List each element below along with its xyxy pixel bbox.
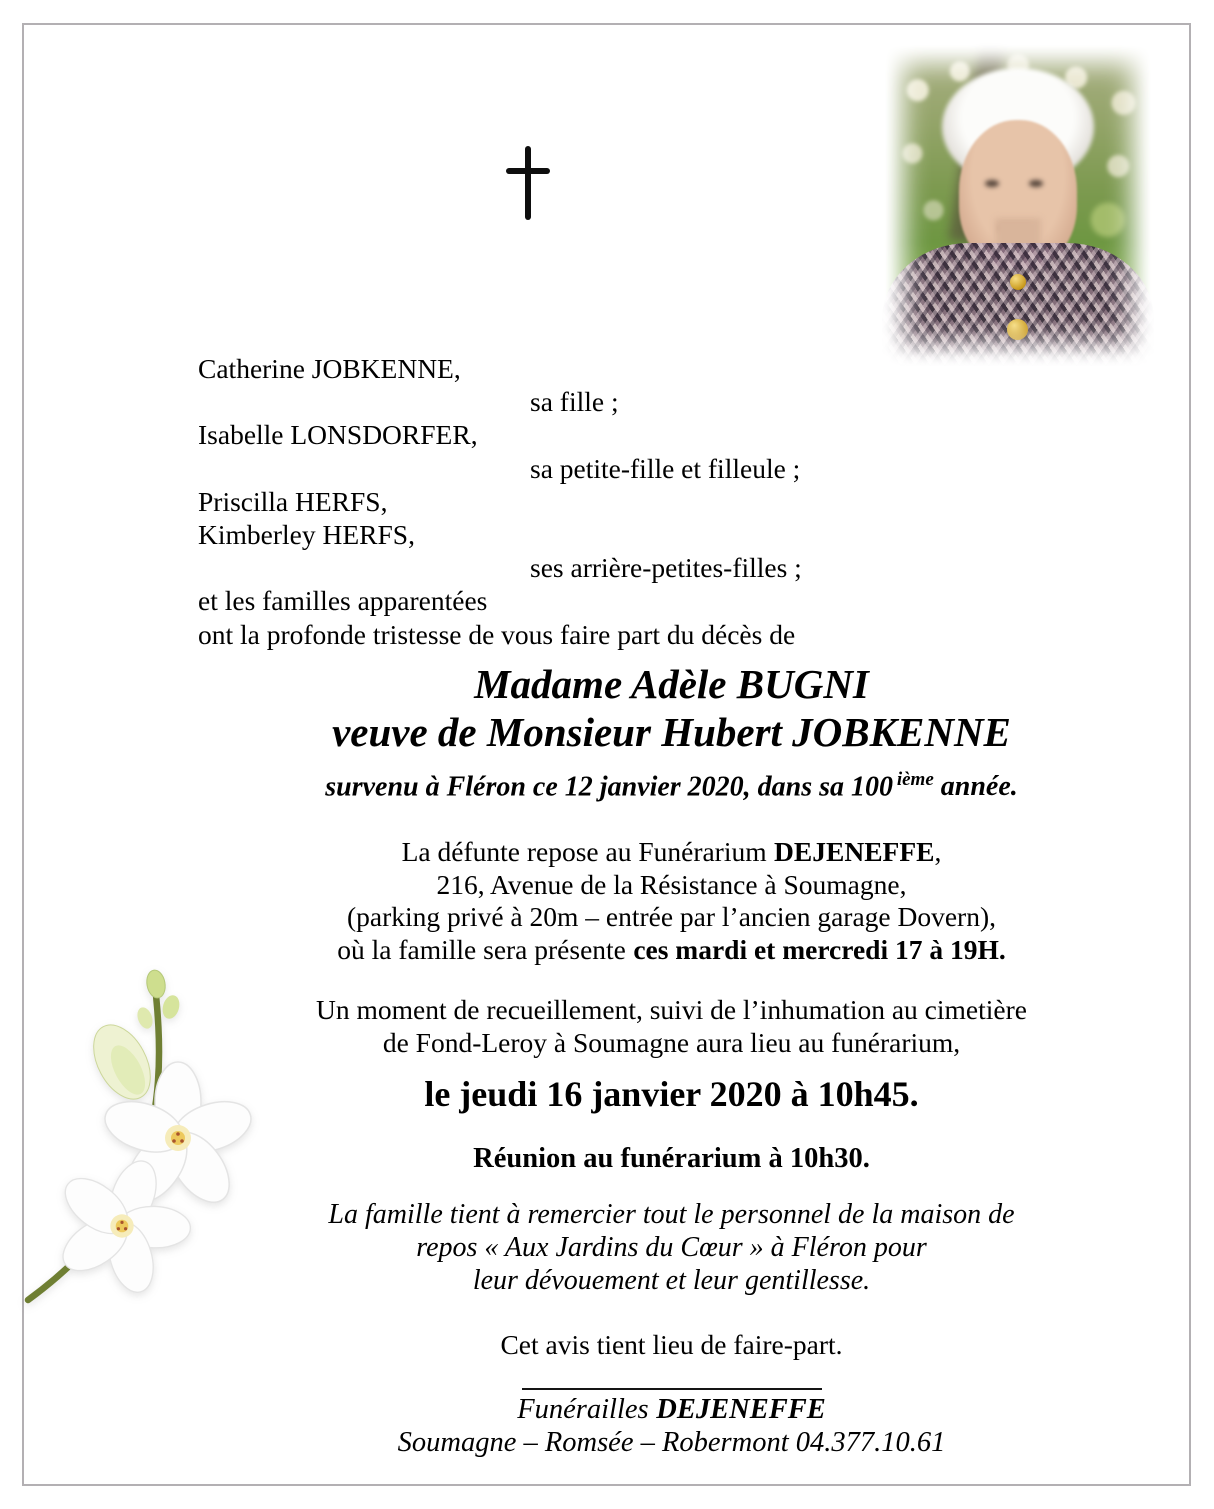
deceased-widow-line: veuve de Monsieur Hubert JOBKENNE bbox=[332, 709, 1011, 755]
notice-line: Cet avis tient lieu de faire-part. bbox=[500, 1329, 843, 1360]
announcement-intro-line: ont la profonde tristesse de vous faire part du décès de bbox=[198, 618, 796, 650]
latin-cross-icon bbox=[506, 146, 550, 220]
family-line: Isabelle LONSDORFER, bbox=[198, 419, 478, 451]
deceased-title-block bbox=[198, 660, 1145, 803]
thanks-line-3: leur dévouement et leur gentillesse. bbox=[472, 1264, 871, 1296]
portrait-photo bbox=[882, 42, 1154, 366]
family-line: Catherine JOBKENNE, bbox=[198, 353, 461, 384]
funeral-home-name: DEJENEFFE bbox=[656, 1394, 826, 1425]
meeting-line: Réunion au funérarium à 10h30. bbox=[473, 1143, 870, 1174]
family-relation-line: ses arrière-petites-filles ; bbox=[530, 552, 802, 584]
footer-divider bbox=[522, 1388, 822, 1390]
footer-block bbox=[198, 1388, 1145, 1459]
repose-parking-line: (parking privé à 20m – entrée par l’ancien garage Dovern), bbox=[346, 901, 996, 933]
footer-locations-line: Soumagne – Romsée – Robermont 04.377.10.61 bbox=[397, 1427, 946, 1458]
deceased-name: Madame Adèle BUGNI bbox=[474, 661, 869, 707]
family-relation-line: sa petite-fille et filleule ; bbox=[530, 452, 801, 484]
funeral-home-name: DEJENEFFE bbox=[774, 836, 935, 867]
family-line: et les familles apparentées bbox=[198, 585, 488, 617]
thanks-line-2: repos « Aux Jardins du Cœur » à Fléron pour bbox=[416, 1231, 927, 1263]
funeral-home-line: Funérailles DEJENEFFE bbox=[517, 1394, 826, 1425]
repose-visiting-line: où la famille sera présente ces mardi et mercredi 17 à 19H. bbox=[337, 933, 1006, 965]
repose-paragraph bbox=[198, 836, 1145, 966]
funeral-date-line: le jeudi 16 janvier 2020 à 10h45. bbox=[424, 1074, 919, 1114]
family-list bbox=[198, 352, 1145, 651]
repose-line-1: La défunte repose au Funérarium DEJENEFFE, bbox=[401, 836, 942, 867]
repose-address-line: 216, Avenue de la Résistance à Soumagne, bbox=[436, 868, 907, 900]
family-line: Priscilla HERFS, bbox=[198, 485, 388, 517]
ceremony-line-1: Un moment de recueillement, suivi de l’inhumation au cimetière bbox=[316, 994, 1027, 1025]
thanks-paragraph bbox=[198, 1199, 1145, 1297]
death-date-line: survenu à Fléron ce 12 janvier 2020, dans sa 100 $^{ième}$ année. bbox=[325, 769, 1018, 803]
thanks-line-1: La famille tient à remercier tout le personnel de la maison de bbox=[328, 1199, 1015, 1230]
ordinal-superscript: ième bbox=[896, 769, 934, 790]
ceremony-line-2: de Fond-Leroy à Soumagne aura lieu au funérarium, bbox=[382, 1026, 961, 1058]
family-relation-line: sa fille ; bbox=[530, 386, 619, 418]
ceremony-paragraph bbox=[198, 994, 1145, 1059]
family-line: Kimberley HERFS, bbox=[198, 519, 415, 551]
